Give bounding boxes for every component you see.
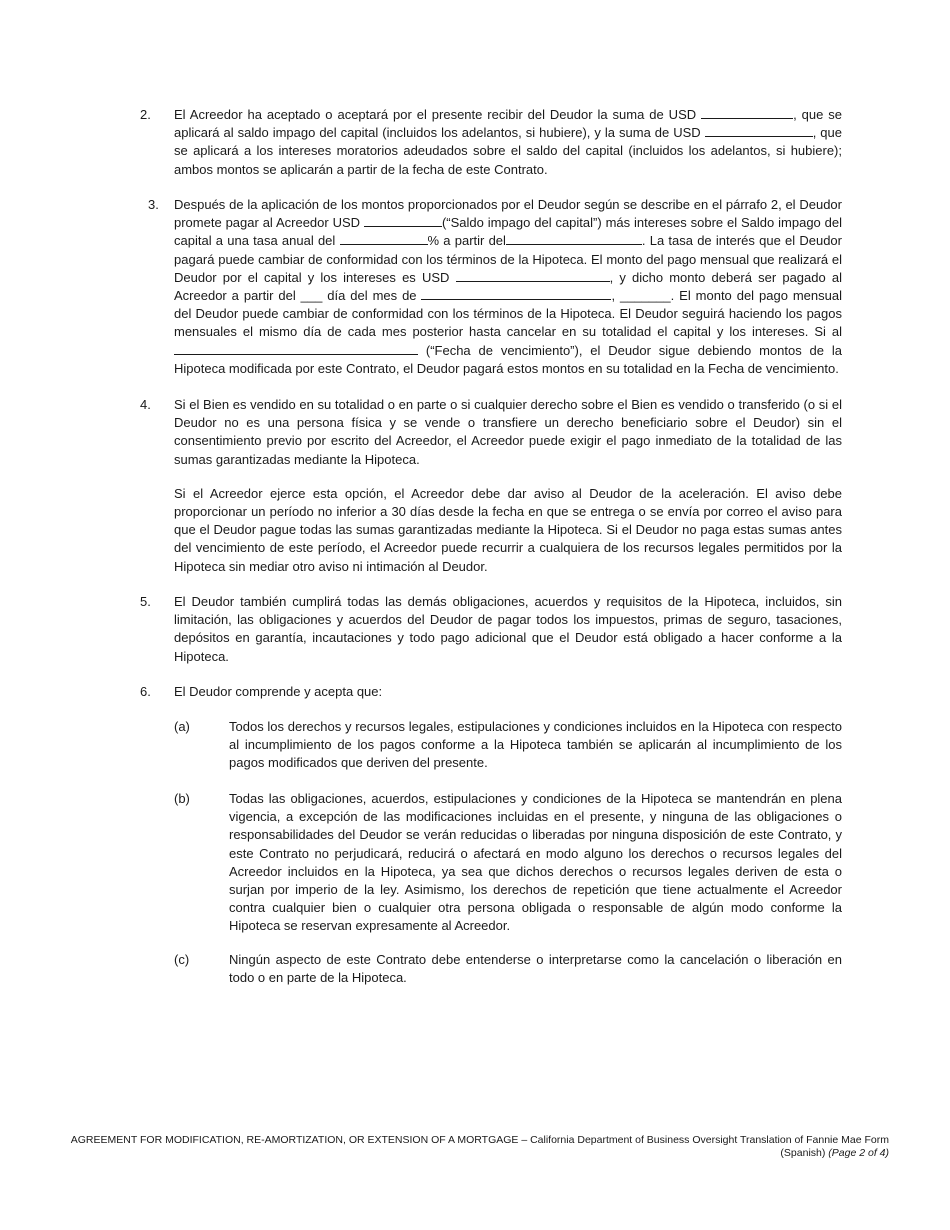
paragraph-number: 3. — [148, 197, 159, 212]
footer-form-title: AGREEMENT FOR MODIFICATION, RE-AMORTIZATION, OR EXTENSION OF A MORTGAGE – California Department of Business Oversight Translation of Fannie Mae Form — [70, 1134, 889, 1146]
paragraph-2: 2. El Acreedor ha aceptado o aceptará por el presente recibir del Deudor la suma de USD , que se aplicará al saldo impago del capital (incluidos los adelantos, si hubiere), y la suma de USD , que se aplicará a los intereses moratorios adeudados sobre el saldo del capital (incluidos los adelantos, si hubiere); ambos montos se aplicarán a partir de la fecha de este Contrato. — [140, 107, 843, 177]
paragraph-number: 4. — [140, 397, 151, 412]
subitem-c — [174, 951, 842, 987]
start-date-blank[interactable] — [506, 232, 642, 245]
maturity-date-blank[interactable] — [174, 342, 418, 355]
subitem-text: Todas las obligaciones, acuerdos, estipulaciones y condiciones de la Hipoteca se mantendrán en plena vigencia, a excepción de las modificaciones incluidas en el presente, y ninguna de las obligaciones o responsabilidades del Deudor se verán reducidas o liberadas por ninguna disposición de este Contrato, y este Contrato no perjudicará, reducirá o afectará en modo alguno los derechos o recursos legales del Acreedor incluidos en la Hipoteca, ya sea que dichos derechos o recursos legales deriven de esta o surjan por imperio de la ley. Asimismo, los derechos de repetición que tiene actualmente el Acreedor contra cualquier bien o cualquier otra persona obligada o responsable de algún modo conforme la Hipoteca se reservan expresamente al Acreedor. — [229, 791, 842, 934]
amount-blank[interactable] — [701, 106, 793, 119]
paragraph-text: El Deudor comprende y acepta que: — [174, 684, 383, 699]
paragraph-number: 2. — [140, 107, 151, 122]
subitem-b — [174, 790, 842, 936]
subitem-a — [174, 718, 842, 773]
subitem-label: (a) — [174, 719, 190, 734]
interest-rate-blank[interactable] — [340, 232, 428, 245]
paragraph-5 — [140, 593, 842, 666]
subitem-text: Ningún aspecto de este Contrato debe entenderse o interpretarse como la cancelación o liberación en todo o en parte de la Hipoteca. — [229, 952, 842, 986]
subitem-label: (c) — [174, 952, 190, 967]
paragraph-number: 5. — [140, 594, 151, 609]
paragraph-text: Si el Bien es vendido en su totalidad o en parte o si cualquier derecho sobre el Bien es vendido o transferido (o si el Deudor no es una persona física y se vende o transfiere un derecho beneficiario sobre el Deudor) sin el consentimiento previo por escrito del Acreedor, el Acreedor puede exigir el pago inmediato de la totalidad de las sumas garantizadas mediante la Hipoteca. — [174, 397, 842, 467]
paragraph-text: El Deudor también cumplirá todas las demás obligaciones, acuerdos y requisitos de la Hipoteca, incluidos, sin limitación, las obligaciones y acuerdos del Deudor de pagar todos los impuestos, primas de seguro, tasaciones, depósitos en garantía, incautaciones y todo pago adicional que el Deudor está obligado a hacer conforme a la Hipoteca. — [174, 594, 842, 664]
paragraph-text: Si el Acreedor ejerce esta opción, el Acreedor debe dar aviso al Deudor de la aceleración. El aviso debe proporcionar un período no inferior a 30 días desde la fecha en que se entrega o se envía por correo el aviso para que el Deudor pague todas las sumas garantizadas mediante la Hipoteca. Si el Deudor no paga estas sumas antes del vencimiento de este período, el Acreedor puede recurrir a cualquiera de los recursos legales permitidos por la Hipoteca sin mediar otro aviso ni intimación al Deudor. — [174, 485, 842, 574]
amount-blank[interactable] — [705, 124, 813, 137]
subitem-text: Todos los derechos y recursos legales, estipulaciones y condiciones incluidos en la Hipoteca con respecto al incumplimiento de los pagos conforme a la Hipoteca también se aplicarán al incumplimiento de los pagos modificados que deriven del presente. — [229, 719, 842, 771]
page-number: (Page 2 of 4) — [828, 1147, 889, 1159]
paragraph-4 — [140, 396, 842, 576]
unpaid-principal-blank[interactable] — [364, 214, 442, 227]
paragraph-3: 3. Después de la aplicación de los montos proporcionados por el Deudor según se describe en el párrafo 2, el Deudor promete pagar al Acreedor USD (“Saldo impago del capital”) más intereses sobre el Saldo impago del capital a una tasa anual del % a partir del . La tasa de interés que el Deudor pagará puede cambiar de conformidad con los términos de la Hipoteca. El monto del pago mensual que realizará el Deudor por el capital y los intereses es USD , y dicho monto deberá ser pagado al Acreedor a partir del ___ día del mes de , _______. El monto del pago mensual del Deudor puede cambiar de conformidad con los términos de la Hipoteca. El Deudor seguirá haciendo los pagos mensuales el mismo día de cada mes posterior hasta cancelar en su totalidad el capital y los intereses. Si al (“Fecha de vencimiento”), el Deudor sigue debiendo montos de la Hipoteca modificada por este Contrato, el Deudor pagará estos montos en su totalidad en la Fecha de vencimiento. — [148, 197, 842, 376]
paragraph-6 — [140, 683, 842, 701]
paragraph-number: 6. — [140, 684, 151, 699]
month-blank[interactable] — [421, 287, 611, 300]
monthly-payment-blank[interactable] — [456, 269, 610, 282]
page-footer — [69, 1134, 889, 1160]
footer-language: (Spanish) — [780, 1147, 826, 1159]
subitem-label: (b) — [174, 791, 190, 806]
